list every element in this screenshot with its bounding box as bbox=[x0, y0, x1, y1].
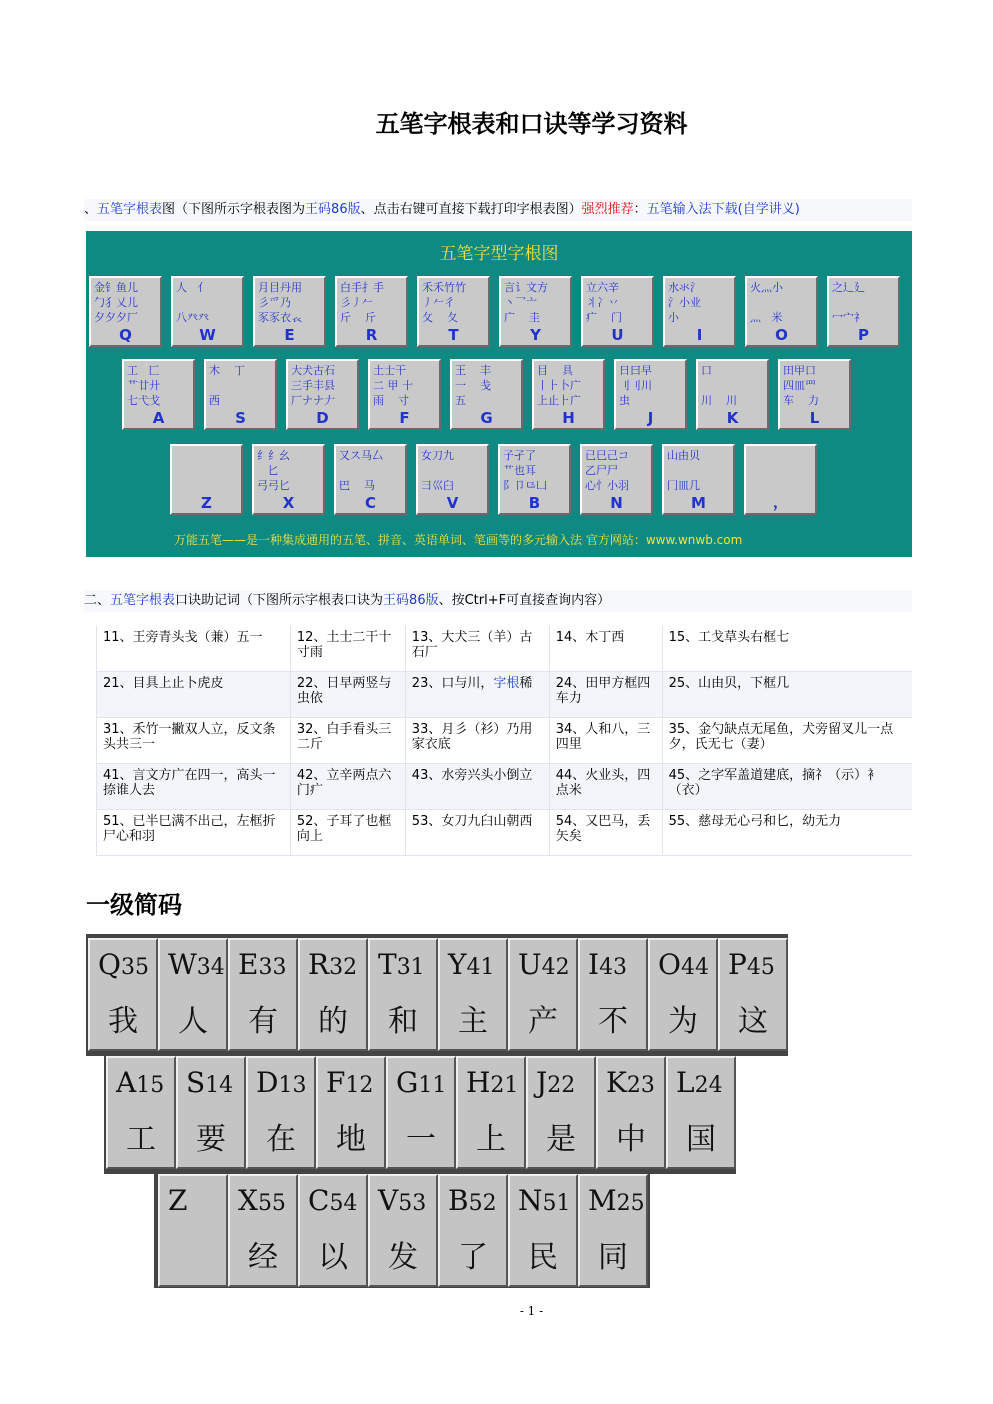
key-letter: D13 bbox=[256, 1066, 307, 1099]
key-letter: I bbox=[696, 326, 703, 344]
section2-heading bbox=[84, 590, 912, 612]
table-cell: 15、工戈草头右框七 bbox=[662, 626, 912, 672]
key-number: 12 bbox=[345, 1073, 374, 1098]
code-key-Y bbox=[438, 938, 508, 1051]
radical-key-W bbox=[171, 276, 244, 347]
radical-key-D bbox=[286, 359, 359, 430]
table-row bbox=[97, 626, 913, 672]
table-cell: 21、目具上止卜虎皮 bbox=[97, 672, 291, 718]
key-letter: S14 bbox=[186, 1066, 234, 1099]
radical-key-U bbox=[581, 276, 654, 347]
key-letter: N51 bbox=[518, 1184, 571, 1217]
heading-text: 、 bbox=[84, 202, 98, 217]
table-cell: 53、女刀九臼山朝西 bbox=[405, 810, 549, 856]
radical-key-B bbox=[498, 444, 571, 515]
key-letter: L24 bbox=[676, 1066, 723, 1099]
link-wangma[interactable]: 王码86版 bbox=[305, 202, 361, 217]
key-character: 同 bbox=[598, 1240, 628, 1275]
key-number: 14 bbox=[205, 1073, 234, 1098]
key-letter: D bbox=[316, 409, 329, 427]
key-letter: E33 bbox=[238, 948, 287, 981]
key-number: 53 bbox=[398, 1191, 427, 1216]
key-number: 21 bbox=[490, 1073, 519, 1098]
table-cell: 11、王旁青头戋（兼）五一 bbox=[97, 626, 291, 672]
heading-text: 口诀助记词（下图所示字根表口诀为 bbox=[175, 593, 384, 608]
table-cell: 51、已半巳满不出己，左框折尸心和羽 bbox=[97, 810, 291, 856]
key-letter: M bbox=[691, 494, 706, 512]
key-character: 以 bbox=[318, 1240, 348, 1275]
heading-text: ： bbox=[633, 202, 647, 217]
key-letter: C54 bbox=[308, 1184, 358, 1217]
key-radicals: 山由贝 冂皿几 bbox=[667, 449, 700, 492]
radical-key-M bbox=[662, 444, 735, 515]
key-letter: C bbox=[364, 494, 376, 512]
radical-key-V bbox=[416, 444, 489, 515]
key-letter: W bbox=[199, 326, 216, 344]
code-key-N bbox=[508, 1174, 578, 1287]
key-letter: G bbox=[480, 409, 493, 427]
key-character: 这 bbox=[738, 1004, 768, 1039]
page-title: 五笔字根表和口诀等学习资料 bbox=[375, 110, 688, 138]
key-character: 民 bbox=[528, 1240, 558, 1275]
key-number: 54 bbox=[329, 1191, 358, 1216]
table-cell: 13、大犬三（羊）古石厂 bbox=[405, 626, 549, 672]
key-radicals: 人 亻 八癶癶 bbox=[176, 281, 209, 324]
key-radicals: 又ス马厶 巴 马 bbox=[339, 449, 383, 492]
key-letter: Y41 bbox=[448, 948, 495, 981]
key-letter: ， bbox=[772, 493, 788, 511]
radical-key-P bbox=[827, 276, 900, 347]
code-key-B bbox=[438, 1174, 508, 1287]
code-key-K bbox=[596, 1056, 666, 1169]
key-letter: R32 bbox=[308, 948, 358, 981]
key-number: 44 bbox=[680, 955, 709, 980]
key-letter: B52 bbox=[448, 1184, 497, 1217]
key-radicals: 土士干 二 甲 十 雨 寸 bbox=[373, 364, 413, 407]
code-key-I bbox=[578, 938, 648, 1051]
code-key-W bbox=[158, 938, 228, 1051]
link-download[interactable]: 五笔输入法下载(自学讲义) bbox=[646, 202, 800, 217]
key-letter: U bbox=[611, 326, 624, 344]
key-character: 国 bbox=[686, 1122, 716, 1157]
key-letter: M25 bbox=[588, 1184, 645, 1217]
key-number: 15 bbox=[136, 1073, 165, 1098]
key-number: 24 bbox=[694, 1073, 723, 1098]
table-cell: 45、之字军盖道建底，摘礻（示）衤（衣） bbox=[662, 764, 912, 810]
link-wangma[interactable]: 王码86版 bbox=[383, 593, 439, 608]
key-character: 和 bbox=[388, 1004, 418, 1039]
key-radicals: 禾禾竹竹 丿𠂉彳 攵 夂 bbox=[422, 281, 466, 324]
key-radicals: 日曰早 刂刂川 虫 bbox=[619, 364, 652, 407]
code-key-G bbox=[386, 1056, 456, 1169]
radical-key-T bbox=[417, 276, 490, 347]
section1-heading bbox=[84, 199, 912, 221]
key-number: 34 bbox=[196, 955, 225, 980]
key-radicals: 已巳己コ 乙尸尸 心忄小羽 bbox=[585, 449, 629, 492]
key-character: 不 bbox=[598, 1004, 628, 1039]
code-key-T bbox=[368, 938, 438, 1051]
key-number: 35 bbox=[120, 955, 149, 980]
radical-key-O bbox=[745, 276, 818, 347]
key-character: 发 bbox=[388, 1240, 418, 1275]
key-character: 地 bbox=[336, 1122, 366, 1157]
key-number: 23 bbox=[626, 1073, 655, 1098]
key-radicals: 白手扌手 彡丿𠂉 斤 斤 bbox=[340, 281, 384, 324]
key-radicals: 目 具 丨⺊卜广 上止⺊广 bbox=[537, 364, 581, 407]
link-radical[interactable]: 字根 bbox=[493, 676, 520, 691]
key-letter: J22 bbox=[536, 1066, 576, 1099]
code-key-V bbox=[368, 1174, 438, 1287]
key-letter: O bbox=[775, 326, 788, 344]
radical-key-C bbox=[334, 444, 407, 515]
table-cell: 14、木丁西 bbox=[549, 626, 662, 672]
key-letter: R bbox=[365, 326, 378, 344]
radical-keyboard-image bbox=[86, 231, 912, 557]
table-cell: 43、水旁兴头小倒立 bbox=[405, 764, 549, 810]
table-cell: 22、日早两竖与虫依 bbox=[290, 672, 405, 718]
key-number: 31 bbox=[396, 955, 425, 980]
key-character: 的 bbox=[318, 1004, 348, 1039]
key-letter: B bbox=[528, 494, 541, 512]
key-radicals: 木 丁 西 bbox=[209, 364, 245, 407]
table-cell: 52、子耳了也框向上 bbox=[290, 810, 405, 856]
radical-key-Y bbox=[499, 276, 572, 347]
key-character: 经 bbox=[248, 1240, 278, 1275]
key-letter: F bbox=[399, 409, 410, 427]
code-key-M bbox=[578, 1174, 648, 1287]
code-key-J bbox=[526, 1056, 596, 1169]
key-number: 25 bbox=[616, 1191, 645, 1216]
key-letter: Q bbox=[119, 326, 132, 344]
table-cell: 41、言文方广在四一，高头一捺谁人去 bbox=[97, 764, 291, 810]
table-cell: 12、土士二干十寸雨 bbox=[290, 626, 405, 672]
key-character: 是 bbox=[546, 1122, 576, 1157]
radical-key-N bbox=[580, 444, 653, 515]
key-radicals: 纟纟幺 匕 弓弓匕 bbox=[257, 449, 290, 492]
key-letter: O44 bbox=[658, 948, 709, 981]
key-radicals: 言讠文方 丶乛亠 广 圭 bbox=[504, 281, 548, 324]
table-cell: 33、月彡（衫）乃用家衣底 bbox=[405, 718, 549, 764]
key-number: 33 bbox=[258, 955, 287, 980]
code-key-U bbox=[508, 938, 578, 1051]
key-radicals: 田甲口 四皿罒 车 力 bbox=[783, 364, 819, 407]
key-number: 43 bbox=[599, 955, 628, 980]
key-letter: X bbox=[282, 494, 295, 512]
code-key-D bbox=[246, 1056, 316, 1169]
code-key-Z bbox=[158, 1174, 228, 1287]
key-character: 要 bbox=[196, 1122, 226, 1157]
code-key-Q bbox=[88, 938, 158, 1051]
table-row bbox=[97, 672, 913, 718]
heading-text: 图（下图所示字根表图为 bbox=[162, 202, 306, 217]
key-character: 人 bbox=[178, 1004, 208, 1039]
heading-text: 、点击右键可直接下载打印字根表图） bbox=[360, 202, 582, 217]
table-cell: 44、火业头，四点米 bbox=[549, 764, 662, 810]
table-row bbox=[97, 810, 913, 856]
code-key-H bbox=[456, 1056, 526, 1169]
mnemonic-table bbox=[96, 626, 912, 856]
key-letter: X55 bbox=[238, 1184, 286, 1217]
key-number: 42 bbox=[541, 955, 570, 980]
radical-key-R bbox=[335, 276, 408, 347]
key-letter: E bbox=[284, 326, 295, 344]
key-character: 了 bbox=[458, 1240, 488, 1275]
radical-key-A bbox=[122, 359, 195, 430]
key-letter: K23 bbox=[606, 1066, 655, 1099]
key-radicals: 立六辛 丬冫丷 疒 门 bbox=[586, 281, 622, 324]
radical-key-H bbox=[532, 359, 605, 430]
section-heading-codes: 一级简码 bbox=[86, 891, 182, 919]
key-number: 11 bbox=[418, 1073, 447, 1098]
board-title: 五笔字型字根图 bbox=[439, 244, 559, 264]
key-letter: Q35 bbox=[98, 948, 149, 981]
table-cell: 24、田甲方框四车力 bbox=[549, 672, 662, 718]
key-letter: G11 bbox=[396, 1066, 447, 1099]
key-number: 41 bbox=[466, 955, 495, 980]
key-radicals: 子孑了 ⺾也耳 阝卩⺋凵 bbox=[503, 449, 547, 492]
key-character: 我 bbox=[108, 1004, 138, 1039]
table-cell: 25、山由贝，下框几 bbox=[662, 672, 912, 718]
key-letter: U42 bbox=[518, 948, 570, 981]
table-cell: 42、立辛两点六门疒 bbox=[290, 764, 405, 810]
link-wubi-table[interactable]: 五笔字根表 bbox=[97, 202, 163, 217]
radical-key-S bbox=[204, 359, 277, 430]
radical-key-I bbox=[663, 276, 736, 347]
table-cell: 55、慈母无心弓和匕，幼无力 bbox=[662, 810, 912, 856]
key-letter: L bbox=[809, 409, 820, 427]
key-letter: P bbox=[858, 326, 869, 344]
code-key-S bbox=[176, 1056, 246, 1169]
radical-key-， bbox=[744, 444, 817, 515]
key-radicals: 之辶廴 冖宀礻 bbox=[832, 281, 865, 324]
key-character: 在 bbox=[266, 1122, 296, 1157]
key-letter: T bbox=[448, 326, 459, 344]
radical-key-X bbox=[252, 444, 325, 515]
key-character: 为 bbox=[668, 1004, 698, 1039]
table-row bbox=[97, 718, 913, 764]
key-letter: Y bbox=[530, 326, 541, 344]
key-letter: H21 bbox=[466, 1066, 519, 1099]
table-cell: 34、人和八，三四里 bbox=[549, 718, 662, 764]
key-letter: P45 bbox=[728, 948, 775, 981]
key-letter: T31 bbox=[378, 948, 425, 981]
key-character: 上 bbox=[476, 1122, 506, 1157]
key-letter: I43 bbox=[588, 948, 628, 981]
heading-text: 二、 bbox=[84, 593, 111, 608]
key-number: 52 bbox=[468, 1191, 497, 1216]
radical-key-E bbox=[253, 276, 326, 347]
board-footer: 万能五笔——是一种集成通用的五笔、拼音、英语单词、笔画等的多元输入法 官方网站：www.wnwb.com bbox=[174, 533, 743, 547]
key-letter: S bbox=[235, 409, 246, 427]
key-letter: F12 bbox=[326, 1066, 374, 1099]
code-key-L bbox=[666, 1056, 736, 1169]
radical-key-K bbox=[696, 359, 769, 430]
radical-key-Z bbox=[170, 444, 243, 515]
code-key-O bbox=[648, 938, 718, 1051]
key-radicals: 月目丹用 彡爫乃 豕豕衣𧘇 bbox=[258, 281, 302, 324]
table-row bbox=[97, 764, 913, 810]
table-cell: 32、白手看头三二斤 bbox=[290, 718, 405, 764]
key-number: 22 bbox=[547, 1073, 576, 1098]
code-key-F bbox=[316, 1056, 386, 1169]
key-letter: Z bbox=[168, 1184, 188, 1217]
key-letter: V bbox=[446, 494, 459, 512]
table-cell: 54、又巴马，丢矢矣 bbox=[549, 810, 662, 856]
key-letter: N bbox=[610, 494, 623, 512]
code-key-C bbox=[298, 1174, 368, 1287]
radical-key-Q bbox=[89, 276, 162, 347]
code-key-X bbox=[228, 1174, 298, 1287]
key-number: 32 bbox=[329, 955, 358, 980]
radical-key-G bbox=[450, 359, 523, 430]
key-character: 有 bbox=[248, 1004, 278, 1039]
key-character: 中 bbox=[616, 1122, 646, 1157]
key-letter: H bbox=[562, 409, 575, 427]
key-number: 13 bbox=[278, 1073, 307, 1098]
key-radicals: 金钅鱼儿 勹犭乂儿 夕夕夕厂 bbox=[94, 281, 138, 324]
key-radicals: 水氺氵 氵小业 小 bbox=[668, 281, 701, 324]
key-radicals: 大犬古石 三手丰县 厂ナナ𠂇 bbox=[291, 364, 335, 407]
key-character: 一 bbox=[406, 1122, 436, 1157]
key-letter: W34 bbox=[168, 948, 225, 981]
key-letter: K bbox=[726, 409, 739, 427]
radical-key-L bbox=[778, 359, 851, 430]
code-key-P bbox=[718, 938, 788, 1051]
radical-key-J bbox=[614, 359, 687, 430]
key-radicals: 工 匚 艹廿廾 七弋戈 bbox=[127, 364, 160, 407]
code-key-E bbox=[228, 938, 298, 1051]
key-character: 主 bbox=[458, 1004, 488, 1039]
recommend-label: 强烈推荐 bbox=[581, 202, 634, 217]
code-key-A bbox=[106, 1056, 176, 1169]
key-letter: V53 bbox=[378, 1184, 427, 1217]
key-number: 45 bbox=[746, 955, 775, 980]
key-letter: Z bbox=[201, 494, 212, 512]
key-letter: A bbox=[152, 409, 165, 427]
key-radicals: 火灬小 灬 米 bbox=[750, 281, 783, 324]
table-cell: 35、金勺缺点无尾鱼，犬旁留叉儿一点夕，氏无七（妻） bbox=[662, 718, 912, 764]
key-radicals: 口 川 川 bbox=[701, 364, 737, 407]
key-radicals: 王 丰 一 戋 五 bbox=[455, 364, 491, 407]
link-wubi-table[interactable]: 五笔字根表 bbox=[110, 593, 176, 608]
heading-text: 、按Ctrl+F可直接查询内容） bbox=[438, 593, 611, 608]
key-number: 55 bbox=[257, 1191, 286, 1216]
table-cell: 23、口与川，字根稀 bbox=[405, 672, 549, 718]
key-letter: J bbox=[647, 409, 654, 427]
table-cell: 31、禾竹一撇双人立，反文条头共三一 bbox=[97, 718, 291, 764]
key-letter: A15 bbox=[116, 1066, 165, 1099]
key-radicals: 女刀九 彐巛臼 bbox=[421, 449, 454, 492]
page-number: - 1 - bbox=[519, 1304, 544, 1318]
code-key-R bbox=[298, 938, 368, 1051]
key-character: 工 bbox=[126, 1122, 156, 1157]
key-character: 产 bbox=[528, 1004, 558, 1039]
key-number: 51 bbox=[542, 1191, 571, 1216]
radical-key-F bbox=[368, 359, 441, 430]
